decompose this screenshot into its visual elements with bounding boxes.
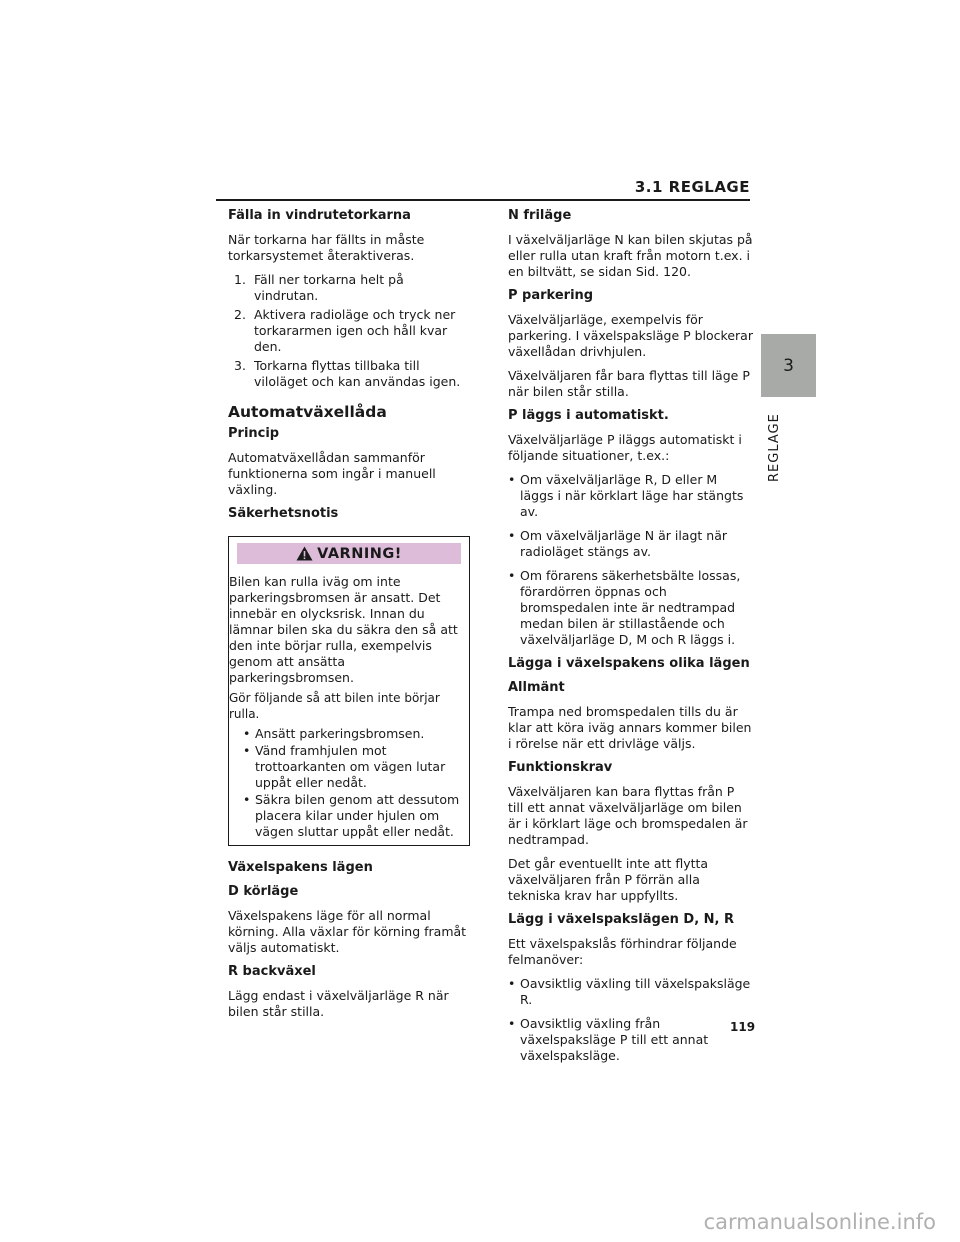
list-item: • Vänd framhjulen mot trottoarkanten om vägen lutar uppåt eller nedåt. [229, 743, 469, 791]
list-item: • Om förarens säkerhetsbälte lossas, förardörren öppnas och bromspedalen inte är nedtrampad medan bilen är stillastående och växelväljarläge D, M och R läggs i. [508, 568, 753, 648]
watermark: carmanualsonline.info [703, 1210, 936, 1234]
r-text: Lägg endast i växelväljarläge R när bilen står stilla. [228, 988, 449, 1019]
pauto-text: Växelväljarläge P iläggs automatiskt i följande situationer, t.ex.: [508, 432, 742, 463]
r-heading: R backväxel [228, 964, 316, 979]
list-item: • Säkra bilen genom att dessutom placera kilar under hjulen om vägen sluttar uppåt eller nedåt. [229, 792, 469, 840]
page-header [0, 0, 960, 210]
list-item: • Oavsiktlig växling till växelspaksläge R. [508, 976, 753, 1008]
general-heading: Allmänt [508, 680, 565, 695]
list-item: 1. Fäll ner torkarna helt på vindrutan. [234, 272, 404, 303]
warning-box [228, 536, 470, 846]
chapter-tab-label-text: REGLAGE [767, 413, 782, 482]
warning-body [229, 564, 469, 840]
auto-heading: Automatväxellåda [228, 403, 387, 421]
right-column [508, 208, 756, 1072]
p-heading: P parkering [508, 288, 594, 303]
warning-title: VARNING! [317, 545, 402, 562]
dnr-heading: Lägg i växelspakslägen D, N, R [508, 912, 735, 927]
d-text: Växelspakens läge för all normal körning. Alla växlar för körning framåt väljs automatiskt. [228, 908, 467, 955]
pauto-heading: P läggs i automatiskt. [508, 408, 669, 423]
princip-text: Automatväxellådan sammanför funktionerna som ingår i manuell växling. [228, 450, 436, 497]
safety-heading: Säkerhetsnotis [228, 506, 339, 521]
warning-header [237, 537, 461, 564]
warning-text: Bilen kan rulla iväg om inte parkeringsbromsen är ansatt. Det innebär en olycksrisk. Innan du lämnar bilen ska du säkra den så att den inte börjar rulla, exempelvis genom att ansätta parkeringsbromsen. [229, 574, 458, 685]
section-title: 3.1 REGLAGE [634, 178, 750, 196]
func-heading: Funktionskrav [508, 760, 613, 775]
positions-heading: Växelspakens lägen [228, 860, 373, 875]
func-text-1: Växelväljaren kan bara flyttas från P till ett annat växelväljarläge om bilen är i körklart läge och bromspedalen är nedtrampad. [508, 784, 748, 847]
left-column [228, 208, 470, 1028]
wiper-heading: Fälla in vindrutetorkarna [228, 208, 411, 223]
header-rule [216, 199, 750, 201]
engage-heading: Lägga i växelspakens olika lägen [508, 656, 750, 671]
list-item: • Oavsiktlig växling från växelspaksläge P till ett annat växelspaksläge. [508, 1016, 753, 1064]
p-text-1: Växelväljarläge, exempelvis för parkering. I växelspaksläge P blockerar växellådan drivhjulen. [508, 312, 753, 359]
warning-instruction: Gör följande så att bilen inte börjar rulla. [229, 691, 440, 721]
p-text-2: Växelväljaren får bara flyttas till läge P när bilen står stilla. [508, 368, 750, 399]
d-heading: D körläge [228, 884, 299, 899]
princip-heading: Princip [228, 426, 280, 441]
list-item: 3. Torkarna flyttas tillbaka till viloläget och kan användas igen. [234, 358, 461, 389]
n-text: I växelväljarläge N kan bilen skjutas på eller rulla utan kraft från motorn t.ex. i en biltvätt, se sidan Sid. 120. [508, 232, 753, 279]
n-heading: N friläge [508, 208, 572, 223]
warning-triangle-icon [296, 546, 313, 561]
page-number: 119 [730, 1020, 756, 1034]
list-item: • Om växelväljarläge N är ilagt när radioläget stängs av. [508, 528, 753, 560]
dnr-text: Ett växelspakslås förhindrar följande felmanöver: [508, 936, 737, 967]
func-text-2: Det går eventuellt inte att flytta växelväljaren från P förrän alla tekniska krav har uppfyllts. [508, 856, 709, 903]
list-item: 2. Aktivera radioläge och tryck ner torkararmen igen och håll kvar den. [234, 307, 456, 354]
list-item: • Om växelväljarläge R, D eller M läggs i när körklart läge har stängts av. [508, 472, 753, 520]
wiper-intro: När torkarna har fällts in måste torkarsystemet återaktiveras. [228, 232, 425, 263]
general-text: Trampa ned bromspedalen tills du är klar att köra iväg annars kommer bilen i rörelse när ett drivläge väljs. [508, 704, 752, 751]
list-item: • Ansätt parkeringsbromsen. [229, 726, 469, 742]
chapter-tab-label [762, 409, 786, 489]
chapter-tab-number: 3 [761, 334, 816, 397]
wiper-steps [228, 272, 470, 390]
